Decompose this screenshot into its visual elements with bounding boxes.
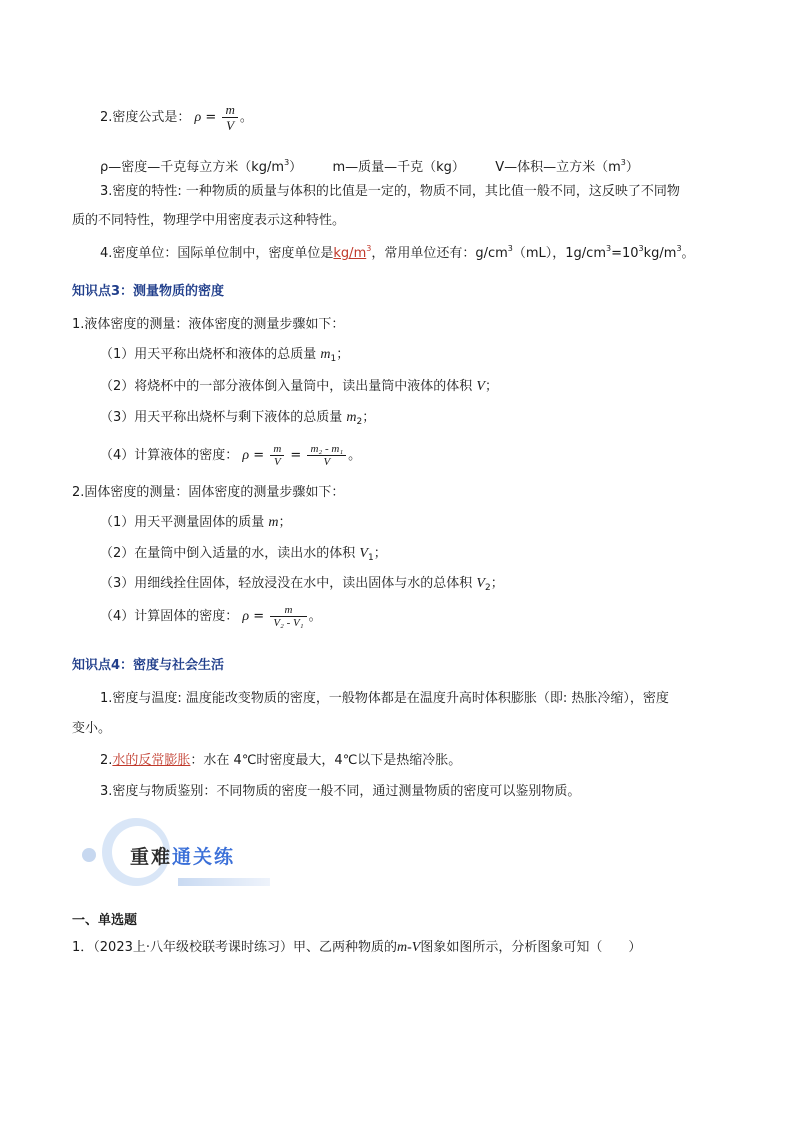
liquid-step-4 [100, 440, 361, 472]
fraction-numerator: m [270, 443, 284, 456]
step-end: ； [336, 347, 350, 362]
rho-symbol: ρ [194, 110, 202, 125]
step-text: （4）计算固体的密度： [100, 609, 239, 624]
superscript: 3 [620, 158, 626, 167]
superscript: 3 [638, 244, 644, 253]
formula-label: 2.密度公式是： [100, 110, 191, 125]
unit-text: =10 [611, 246, 639, 261]
variable: m [268, 515, 279, 530]
equals-sign: = [249, 609, 269, 624]
step-text: （1）用天平测量固体的质量 [100, 515, 269, 530]
variable: V [476, 576, 485, 591]
question-text: 1．（2023上·八年级校联考课时练习）甲、乙两种物质的 [72, 940, 397, 955]
si-unit-link: kg/m [333, 246, 367, 261]
fraction-numerator: m [222, 102, 237, 118]
rho-unit-text: ρ—密度—千克每立方米（kg/m [100, 160, 285, 175]
banner-title [130, 842, 235, 869]
paren-end: ） [625, 160, 639, 175]
paren-end: ） [289, 160, 303, 175]
variable: V [476, 379, 485, 394]
banner-title-part-b: 通关练 [172, 846, 236, 868]
superscript: 3 [507, 244, 513, 253]
superscript: 3 [284, 158, 290, 167]
rho-symbol: ρ [242, 609, 250, 624]
formula-end: 。 [239, 110, 253, 125]
step-text: （3）用细线拴住固体，轻放浸没在水中，读出固体与水的总体积 [100, 576, 477, 591]
liquid-step-3 [100, 409, 375, 431]
step-end: ； [373, 546, 387, 561]
unit-text: （mL），1g/cm [512, 246, 606, 261]
solid-step-2 [100, 545, 387, 567]
kp3-heading: 知识点3：测量物质的密度 [72, 284, 225, 299]
unit-text: 4.密度单位：国际单位制中，密度单位是 [100, 246, 334, 261]
question-text: 图象如图所示，分析图象可知（ ） [420, 940, 642, 955]
item-number: 2. [100, 753, 113, 768]
solid-step-1 [100, 514, 292, 532]
density-property-line-2: 质的不同特性，物理学中用密度表示这种特性。 [72, 213, 346, 228]
step-end: ； [278, 515, 292, 530]
banner-underline [178, 878, 270, 886]
unit-text: 。 [681, 246, 695, 261]
density-units-line [100, 154, 639, 177]
fraction-denominator: V [323, 456, 331, 468]
equals-sign: = [286, 448, 306, 463]
superscript: 3 [606, 244, 612, 253]
step-end: 。 [348, 448, 362, 463]
liquid-step-2 [100, 378, 498, 396]
subscript: 2 [356, 417, 363, 427]
density-formula-line [100, 102, 253, 133]
subscript: 2 [484, 583, 491, 593]
temperature-line-2: 变小。 [72, 721, 112, 736]
liquid-intro: 1.液体密度的测量：液体密度的测量步骤如下： [72, 317, 345, 332]
density-property-line-1: 3.密度的特性: 一种物质的质量与体积的比值是一定的，物质不同，其比值一般不同，这反映了不同物 [100, 184, 680, 199]
equals-sign: = [201, 110, 221, 125]
step-text: （2）将烧杯中的一部分液体倒入量筒中，读出量筒中液体的体积 [100, 379, 477, 394]
section-banner [78, 818, 278, 890]
fraction-denominator: V₂ - V₁ [273, 617, 304, 629]
step-end: ； [490, 576, 504, 591]
step-text: （1）用天平称出烧杯和液体的总质量 [100, 347, 321, 362]
solid-step-4 [100, 600, 322, 634]
superscript: 3 [366, 244, 372, 253]
step-text: （4）计算液体的密度： [100, 448, 239, 463]
step-end: ； [362, 410, 376, 425]
kp4-heading: 知识点4：密度与社会生活 [72, 658, 225, 673]
water-anomaly-line [100, 752, 461, 770]
water-anomaly-term: 水的反常膨胀 [112, 753, 191, 768]
temperature-line-1: 1.密度与温度: 温度能改变物质的密度，一般物体都是在温度升高时体积膨胀（即: 热胀冷缩），密度 [100, 691, 669, 706]
step-end: 。 [308, 609, 322, 624]
equals-sign: = [249, 448, 269, 463]
unit-text: ，常用单位还有：g/cm [371, 246, 508, 261]
variable: m [346, 410, 357, 425]
liquid-fraction-1 [270, 443, 284, 468]
rho-symbol: ρ [242, 448, 250, 463]
question-1 [72, 939, 641, 957]
variable: m [320, 347, 331, 362]
solid-fraction [270, 604, 306, 629]
liquid-step-1 [100, 346, 349, 368]
subscript: 1 [330, 354, 337, 364]
volume-unit-text: V—体积—立方米（m [495, 160, 621, 175]
step-end: ； [484, 379, 498, 394]
density-unit-line [100, 240, 695, 263]
item-text: ：水在 4℃时密度最大，4℃以下是热缩冷胀。 [190, 753, 462, 768]
fraction-numerator: m₂ - m₁ [307, 443, 346, 456]
subscript: 1 [367, 553, 374, 563]
fraction-denominator: V [226, 118, 235, 133]
solid-intro: 2.固体密度的测量：固体密度的测量步骤如下： [72, 485, 345, 500]
variable: m-V [397, 940, 421, 955]
banner-dot [82, 848, 96, 862]
identification-line: 3.密度与物质鉴别：不同物质的密度一般不同，通过测量物质的密度可以鉴别物质。 [100, 784, 581, 799]
unit-text: kg/m [643, 246, 677, 261]
fraction-denominator: V [273, 456, 281, 468]
variable: V [359, 546, 368, 561]
solid-step-3 [100, 575, 504, 597]
liquid-fraction-2 [307, 443, 346, 468]
superscript: 3 [676, 244, 682, 253]
question-type-heading: 一、单选题 [72, 913, 138, 928]
mass-unit-text: m—质量—千克（kg） [332, 160, 465, 175]
formula-fraction [222, 102, 237, 133]
fraction-numerator: m [270, 604, 306, 617]
step-text: （3）用天平称出烧杯与剩下液体的总质量 [100, 410, 347, 425]
banner-title-part-a: 重难 [130, 846, 173, 868]
step-text: （2）在量筒中倒入适量的水，读出水的体积 [100, 546, 360, 561]
